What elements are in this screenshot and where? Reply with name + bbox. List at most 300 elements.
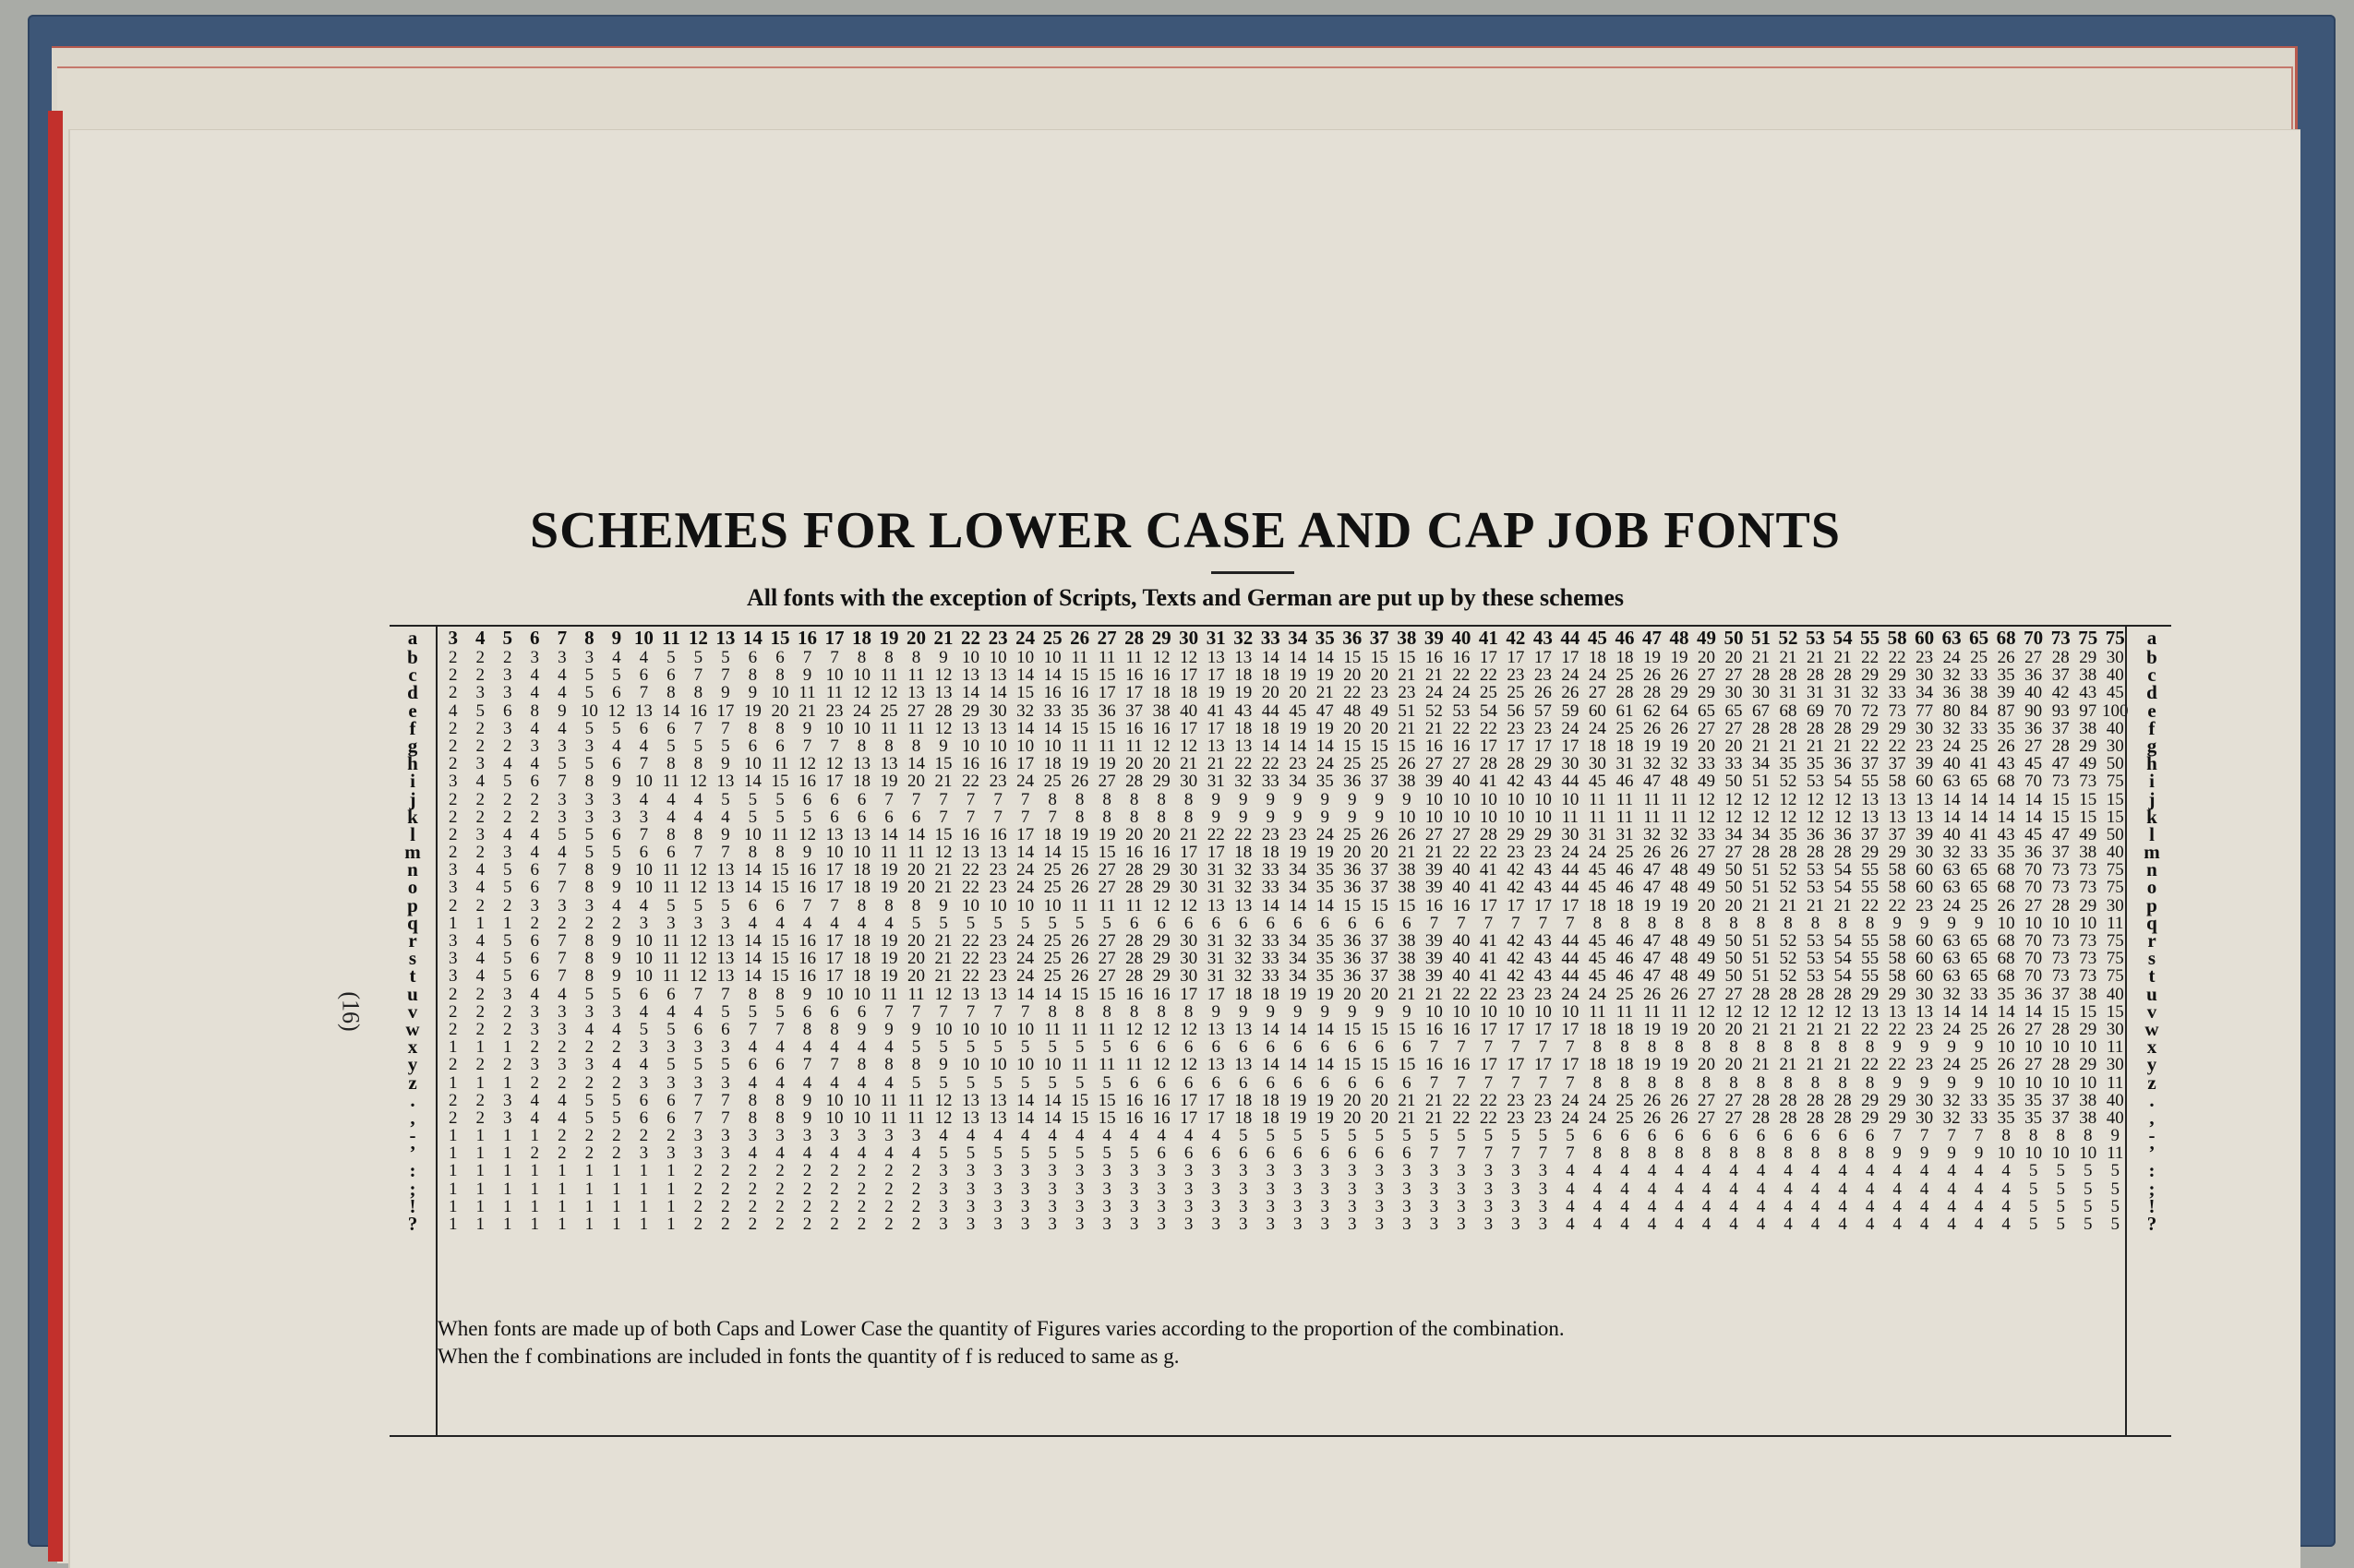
quantity-cell: 12	[689, 860, 707, 880]
quantity-cell: 45	[1588, 949, 1606, 969]
quantity-cell: 21	[1752, 736, 1771, 756]
quantity-cell: 6	[748, 895, 758, 916]
letter-label: ’	[2148, 1142, 2156, 1165]
quantity-cell: 26	[1642, 665, 1661, 686]
column-head: 29	[1151, 627, 1171, 649]
quantity-cell: 9	[1348, 1001, 1357, 1022]
quantity-cell: 6	[1375, 1037, 1385, 1058]
quantity-cell: 26	[1670, 1107, 1688, 1128]
quantity-cell: 6	[1157, 1037, 1166, 1058]
quantity-cell: 8	[857, 1055, 867, 1075]
quantity-cell: 6	[1810, 1126, 1820, 1146]
quantity-cell: 26	[1670, 1090, 1688, 1110]
quantity-cell: 6	[1402, 1037, 1411, 1058]
quantity-cell: 4	[775, 1143, 785, 1164]
quantity-cell: 3	[993, 1179, 1003, 1199]
quantity-cell: 29	[1888, 984, 1906, 1004]
quantity-cell: 11	[771, 824, 789, 844]
quantity-cell: 2	[449, 754, 458, 774]
quantity-cell: 13	[1861, 789, 1880, 809]
quantity-cell: 5	[2056, 1161, 2065, 1181]
quantity-cell: 14	[1289, 736, 1307, 756]
quantity-cell: 32	[1942, 718, 1961, 738]
quantity-cell: 3	[558, 789, 567, 809]
quantity-cell: 30	[2106, 1019, 2124, 1039]
quantity-cell: 4	[857, 1037, 867, 1058]
quantity-cell: 3	[693, 1143, 703, 1164]
quantity-cell: 24	[1588, 984, 1606, 1004]
quantity-cell: 9	[1892, 1143, 1902, 1164]
quantity-cell: 25	[1479, 683, 1497, 703]
quantity-cell: 21	[1424, 1107, 1443, 1128]
quantity-cell: 16	[798, 860, 816, 880]
quantity-cell: 26	[1642, 843, 1661, 863]
column-head: 44	[1560, 627, 1580, 649]
quantity-cell: 4	[1647, 1179, 1657, 1199]
quantity-cell: 3	[1048, 1215, 1057, 1234]
quantity-cell: 21	[1424, 843, 1443, 863]
quantity-cell: 31	[1588, 824, 1606, 844]
quantity-cell: 12	[798, 754, 816, 774]
quantity-cell: 55	[1861, 949, 1880, 969]
quantity-cell: 2	[911, 1179, 921, 1199]
quantity-cell: 10	[1561, 1001, 1579, 1022]
quantity-cell: 35	[1315, 931, 1334, 951]
quantity-cell: 15	[2106, 807, 2124, 827]
quantity-cell: 3	[584, 789, 595, 809]
quantity-cell: 8	[1675, 913, 1684, 933]
quantity-cell: 19	[880, 860, 898, 880]
quantity-cell: 7	[693, 718, 703, 738]
quantity-cell: 4	[558, 683, 567, 703]
quantity-cell: 50	[1724, 931, 1743, 951]
quantity-cell: 21	[1398, 1107, 1416, 1128]
quantity-cell: 8	[1838, 913, 1847, 933]
quantity-cell: 58	[1888, 772, 1906, 792]
quantity-cell: 13	[1207, 736, 1225, 756]
quantity-cell: 31	[1833, 683, 1852, 703]
column-head: 28	[1124, 627, 1145, 649]
font-size-column	[1856, 627, 1884, 1435]
quantity-cell: 1	[584, 1161, 595, 1181]
quantity-cell: 2	[775, 1161, 785, 1181]
quantity-cell: 24	[1588, 843, 1606, 863]
quantity-cell: 13	[1888, 1001, 1906, 1022]
quantity-cell: 10	[2024, 1072, 2043, 1093]
quantity-cell: 8	[1865, 913, 1875, 933]
quantity-cell: 27	[1098, 878, 1116, 898]
quantity-cell: 31	[1615, 824, 1634, 844]
quantity-cell: 3	[1266, 1161, 1275, 1181]
quantity-cell: 2	[584, 1126, 595, 1146]
quantity-cell: 14	[1261, 1055, 1279, 1075]
quantity-cell: 35	[1997, 843, 2015, 863]
letter-label: y	[2146, 1053, 2157, 1076]
quantity-cell: 5	[1238, 1126, 1248, 1146]
quantity-cell: 11	[880, 843, 898, 863]
quantity-cell: 24	[1016, 772, 1035, 792]
quantity-cell: 77	[1916, 700, 1934, 721]
quantity-cell: 35	[1315, 966, 1334, 987]
quantity-cell: 10	[962, 648, 980, 667]
quantity-cell: 9	[748, 683, 758, 703]
quantity-cell: 5	[584, 754, 595, 774]
quantity-cell: 14	[1043, 665, 1062, 686]
quantity-cell: 15	[1398, 1055, 1416, 1075]
quantity-cell: 4	[1810, 1161, 1820, 1181]
quantity-cell: 4	[802, 1072, 812, 1093]
quantity-cell: 8	[1810, 1072, 1820, 1093]
quantity-cell: 9	[721, 754, 730, 774]
quantity-cell: 10	[825, 984, 844, 1004]
quantity-cell: 19	[880, 878, 898, 898]
quantity-cell: 8	[775, 665, 785, 686]
quantity-cell: 12	[1833, 789, 1852, 809]
letter-label: b	[2146, 646, 2157, 668]
quantity-cell: 21	[1807, 736, 1825, 756]
quantity-cell: 7	[1947, 1126, 1956, 1146]
font-size-column	[467, 627, 495, 1435]
quantity-cell: 13	[989, 1090, 1007, 1110]
quantity-cell: 10	[962, 1019, 980, 1039]
quantity-cell: 1	[612, 1196, 621, 1216]
letter-label: d	[407, 681, 418, 704]
quantity-cell: 19	[1098, 824, 1116, 844]
quantity-cell: 47	[2051, 754, 2070, 774]
quantity-cell: 3	[966, 1196, 976, 1216]
quantity-cell: 8	[1157, 789, 1166, 809]
quantity-cell: 4	[475, 878, 486, 898]
quantity-cell: 6	[1320, 913, 1330, 933]
quantity-cell: 4	[503, 824, 512, 844]
quantity-cell: 52	[1424, 700, 1443, 721]
quantity-cell: 50	[1724, 949, 1743, 969]
column-head: 48	[1669, 627, 1689, 649]
quantity-cell: 8	[1129, 807, 1139, 827]
quantity-cell: 19	[1670, 1019, 1688, 1039]
quantity-cell: 27	[1098, 772, 1116, 792]
quantity-cell: 2	[857, 1161, 867, 1181]
quantity-cell: 16	[1125, 665, 1144, 686]
quantity-cell: 9	[1211, 789, 1220, 809]
quantity-cell: 43	[1533, 878, 1552, 898]
quantity-cell: 4	[1784, 1196, 1793, 1216]
quantity-cell: 7	[1974, 1126, 1984, 1146]
quantity-cell: 1	[503, 1072, 512, 1093]
quantity-cell: 2	[449, 789, 458, 809]
book-page	[68, 129, 2300, 1568]
quantity-cell: 5	[558, 824, 567, 844]
quantity-cell: 30	[1180, 860, 1198, 880]
font-size-column	[439, 627, 467, 1435]
quantity-cell: 30	[1180, 772, 1198, 792]
quantity-cell: 2	[475, 1090, 486, 1110]
quantity-cell: 28	[1779, 984, 1797, 1004]
quantity-cell: 40	[2106, 843, 2124, 863]
quantity-cell: 23	[1398, 683, 1416, 703]
quantity-cell: 4	[1129, 1126, 1139, 1146]
quantity-cell: 51	[1752, 860, 1771, 880]
quantity-cell: 6	[1129, 913, 1139, 933]
quantity-cell: 2	[530, 789, 540, 809]
quantity-cell: 35	[1997, 1107, 2015, 1128]
page-title: SCHEMES FOR LOWER CASE AND CAP JOB FONTS	[530, 502, 1841, 559]
quantity-cell: 11	[1071, 736, 1088, 756]
quantity-cell: 2	[475, 736, 486, 756]
column-head: 6	[530, 627, 540, 649]
quantity-cell: 9	[1375, 789, 1385, 809]
quantity-cell: 23	[825, 700, 844, 721]
quantity-cell: 6	[1293, 913, 1303, 933]
quantity-cell: 36	[1942, 683, 1961, 703]
quantity-cell: 8	[1756, 1037, 1766, 1058]
letter-label: v	[407, 999, 418, 1023]
quantity-cell: 44	[1561, 966, 1579, 987]
letter-label: e	[2147, 699, 2156, 722]
quantity-cell: 4	[1592, 1161, 1603, 1181]
quantity-cell: 5	[939, 1143, 948, 1164]
quantity-cell: 55	[1861, 966, 1880, 987]
quantity-cell: 4	[530, 1107, 540, 1128]
quantity-cell: 7	[775, 1019, 785, 1039]
quantity-cell: 25	[1370, 754, 1388, 774]
letter-label: s	[2147, 947, 2156, 970]
letter-label: z	[2147, 1071, 2156, 1094]
quantity-cell: 47	[1642, 878, 1661, 898]
quantity-cell: 4	[884, 1037, 894, 1058]
quantity-cell: 17	[1561, 736, 1579, 756]
quantity-cell: 6	[1157, 1072, 1166, 1093]
font-size-column	[930, 627, 957, 1435]
quantity-cell: 34	[1752, 754, 1771, 774]
quantity-cell: 1	[612, 1161, 621, 1181]
quantity-cell: 13	[716, 949, 735, 969]
quantity-cell: 4	[884, 1072, 894, 1093]
font-size-column	[875, 627, 903, 1435]
quantity-cell: 19	[1315, 665, 1334, 686]
quantity-cell: 10	[934, 1019, 953, 1039]
quantity-cell: 17	[1180, 718, 1198, 738]
quantity-cell: 33	[1697, 824, 1715, 844]
quantity-cell: 5	[2110, 1215, 2120, 1234]
quantity-cell: 7	[1566, 1037, 1575, 1058]
quantity-cell: 40	[1452, 878, 1471, 898]
quantity-cell: 4	[1620, 1215, 1629, 1234]
quantity-cell: 8	[584, 966, 595, 987]
quantity-cell: 21	[1779, 895, 1797, 916]
quantity-cell: 11	[907, 665, 925, 686]
quantity-cell: 49	[1697, 860, 1715, 880]
font-size-column	[1093, 627, 1121, 1435]
quantity-cell: 33	[1970, 665, 1988, 686]
quantity-cell: 18	[852, 878, 871, 898]
quantity-cell: 10	[1043, 895, 1062, 916]
quantity-cell: 3	[639, 1072, 649, 1093]
quantity-cell: 4	[830, 1072, 839, 1093]
quantity-cell: 19	[1289, 843, 1307, 863]
quantity-cell: 30	[1180, 966, 1198, 987]
quantity-cell: 24	[1588, 718, 1606, 738]
quantity-cell: 21	[934, 966, 953, 987]
quantity-cell: 7	[639, 754, 649, 774]
quantity-cell: 3	[1483, 1179, 1494, 1199]
quantity-cell: 13	[1234, 895, 1253, 916]
quantity-cell: 8	[1102, 789, 1111, 809]
quantity-cell: 4	[1810, 1179, 1820, 1199]
quantity-cell: 11	[662, 931, 680, 951]
quantity-cell: 3	[1375, 1196, 1385, 1216]
quantity-cell: 47	[1642, 860, 1661, 880]
quantity-cell: 16	[1452, 736, 1471, 756]
quantity-cell: 58	[1888, 860, 1906, 880]
quantity-cell: 52	[1779, 949, 1797, 969]
quantity-cell: 10	[825, 718, 844, 738]
quantity-cell: 24	[1561, 984, 1579, 1004]
quantity-cell: 41	[1479, 966, 1497, 987]
quantity-cell: 5	[584, 683, 595, 703]
quantity-cell: 7	[639, 683, 649, 703]
quantity-cell: 10	[743, 754, 762, 774]
quantity-cell: 33	[1261, 966, 1279, 987]
quantity-cell: 6	[530, 878, 540, 898]
letter-label: ?	[2146, 1213, 2157, 1235]
quantity-cell: 3	[1157, 1196, 1166, 1216]
quantity-cell: 17	[1479, 736, 1497, 756]
quantity-cell: 7	[1048, 807, 1057, 827]
quantity-cell: 23	[1533, 665, 1552, 686]
quantity-cell: 3	[558, 736, 567, 756]
quantity-cell: 26	[1997, 736, 2015, 756]
quantity-cell: 1	[639, 1215, 649, 1234]
quantity-cell: 8	[584, 772, 595, 792]
font-size-column	[522, 627, 549, 1435]
quantity-cell: 16	[962, 824, 980, 844]
quantity-cell: 14	[1997, 789, 2015, 809]
quantity-cell: 52	[1779, 966, 1797, 987]
column-head: 16	[797, 627, 817, 649]
quantity-cell: 7	[558, 966, 567, 987]
quantity-cell: 3	[612, 807, 621, 827]
quantity-cell: 8	[1865, 1143, 1875, 1164]
quantity-cell: 20	[771, 700, 789, 721]
quantity-cell: 27	[1724, 984, 1743, 1004]
quantity-cell: 3	[449, 931, 458, 951]
letter-label: w	[405, 1017, 420, 1040]
quantity-cell: 5	[612, 1090, 621, 1110]
quantity-cell: 23	[1507, 1107, 1525, 1128]
quantity-cell: 3	[475, 754, 486, 774]
quantity-cell: 7	[721, 718, 730, 738]
quantity-cell: 38	[1398, 860, 1416, 880]
quantity-cell: 24	[1588, 1090, 1606, 1110]
quantity-cell: 21	[1424, 1090, 1443, 1110]
letter-label: f	[409, 716, 416, 739]
quantity-cell: 53	[1807, 966, 1825, 987]
quantity-cell: 6	[775, 895, 785, 916]
quantity-cell: 6	[667, 718, 676, 738]
quantity-cell: 14	[743, 772, 762, 792]
quantity-cell: 68	[1997, 931, 2015, 951]
quantity-cell: 33	[1261, 949, 1279, 969]
quantity-cell: 5	[612, 843, 621, 863]
quantity-cell: 4	[1566, 1179, 1575, 1199]
quantity-cell: 4	[1919, 1215, 1929, 1234]
quantity-cell: 9	[721, 683, 730, 703]
quantity-cell: 11	[771, 754, 789, 774]
quantity-cell: 5	[721, 789, 730, 809]
quantity-cell: 40	[1452, 931, 1471, 951]
quantity-cell: 2	[475, 984, 486, 1004]
quantity-cell: 5	[1511, 1126, 1520, 1146]
column-head: 46	[1615, 627, 1635, 649]
quantity-cell: 12	[1180, 648, 1198, 667]
quantity-cell: 65	[1970, 772, 1988, 792]
quantity-cell: 1	[558, 1196, 567, 1216]
quantity-cell: 24	[1424, 683, 1443, 703]
quantity-cell: 2	[449, 895, 458, 916]
quantity-cell: 20	[1724, 736, 1743, 756]
quantity-cell: 23	[1370, 683, 1388, 703]
font-size-column	[2074, 627, 2102, 1435]
quantity-cell: 31	[1615, 754, 1634, 774]
quantity-cell: 8	[530, 700, 540, 721]
quantity-cell: 19	[1642, 1055, 1661, 1075]
quantity-cell: 4	[639, 1055, 649, 1075]
column-head: 43	[1532, 627, 1553, 649]
quantity-cell: 14	[662, 700, 680, 721]
quantity-cell: 6	[530, 772, 540, 792]
quantity-cell: 3	[1457, 1161, 1466, 1181]
quantity-cell: 5	[775, 789, 785, 809]
quantity-cell: 21	[1833, 895, 1852, 916]
quantity-cell: 18	[852, 860, 871, 880]
quantity-cell: 2	[721, 1179, 730, 1199]
quantity-cell: 4	[748, 1143, 758, 1164]
quantity-cell: 32	[1942, 1107, 1961, 1128]
quantity-cell: 4	[775, 913, 785, 933]
quantity-cell: 4	[693, 1001, 703, 1022]
quantity-cell: 24	[1452, 683, 1471, 703]
quantity-cell: 8	[1756, 1072, 1766, 1093]
quantity-cell: 52	[1779, 772, 1797, 792]
quantity-cell: 3	[1157, 1161, 1166, 1181]
quantity-cell: 15	[771, 949, 789, 969]
quantity-cell: 6	[1375, 1072, 1385, 1093]
quantity-cell: 52	[1779, 931, 1797, 951]
quantity-cell: 11	[1098, 1055, 1116, 1075]
quantity-cell: 5	[2110, 1179, 2120, 1199]
quantity-cell: 29	[1533, 824, 1552, 844]
quantity-cell: 2	[911, 1196, 921, 1216]
quantity-cell: 28	[1833, 1107, 1852, 1128]
quantity-cell: 35	[1807, 754, 1825, 774]
quantity-cell: 20	[1724, 895, 1743, 916]
font-size-column	[848, 627, 876, 1435]
quantity-cell: 6	[748, 1055, 758, 1075]
quantity-cell: 6	[1211, 1143, 1220, 1164]
quantity-cell: 4	[612, 1019, 621, 1039]
font-size-column	[1802, 627, 1830, 1435]
quantity-cell: 12	[1180, 736, 1198, 756]
quantity-cell: 53	[1807, 931, 1825, 951]
quantity-cell: 29	[1861, 718, 1880, 738]
quantity-cell: 9	[1238, 789, 1248, 809]
quantity-cell: 40	[2024, 683, 2043, 703]
quantity-cell: 12	[1180, 895, 1198, 916]
quantity-cell: 3	[1511, 1179, 1520, 1199]
quantity-cell: 18	[1152, 683, 1171, 703]
font-size-column	[1829, 627, 1856, 1435]
